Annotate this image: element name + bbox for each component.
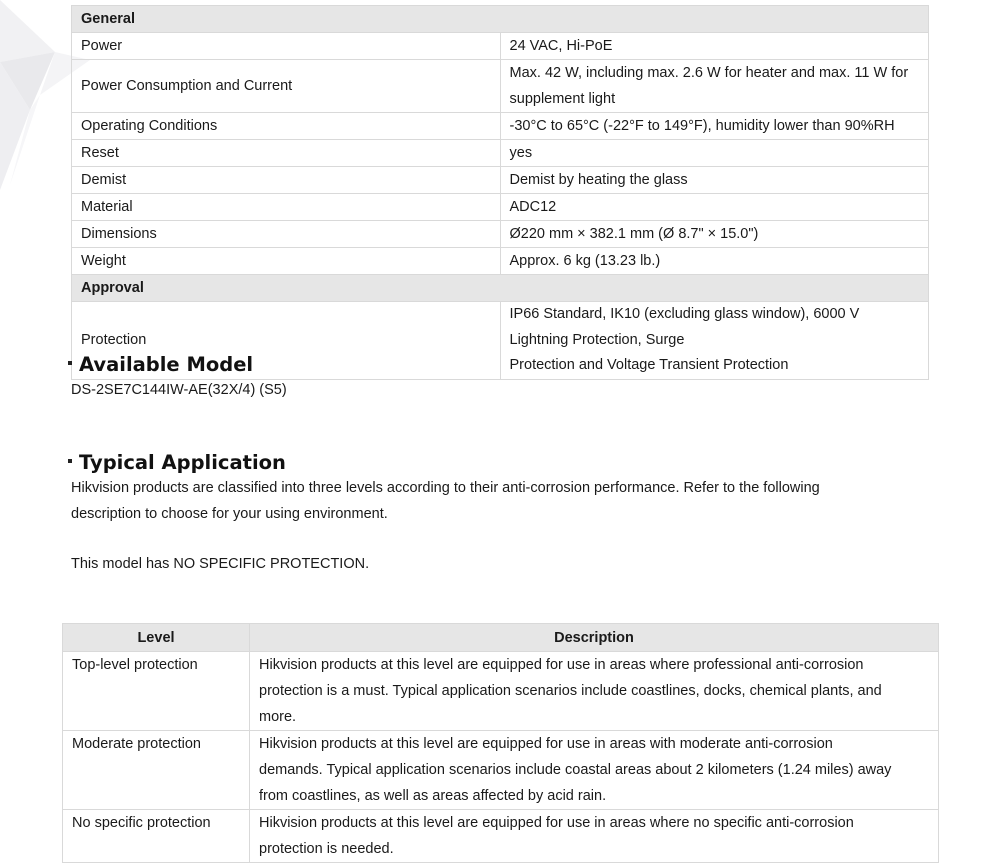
spec-row-reset bbox=[72, 140, 929, 167]
spec-value: Ø220 mm × 382.1 mm (Ø 8.7" × 15.0") bbox=[500, 221, 929, 248]
table-header-row bbox=[63, 624, 939, 652]
spec-label: Dimensions bbox=[72, 221, 501, 248]
table-row bbox=[63, 731, 939, 810]
available-model-heading bbox=[68, 353, 253, 376]
description-line: Hikvision products at this level are equipped for use in areas where professional anti-corrosion bbox=[259, 657, 864, 673]
spec-section-header bbox=[72, 6, 929, 33]
spec-value-line: IP66 Standard, IK10 (excluding glass window), 6000 V Lightning Protection, Surge bbox=[509, 306, 860, 348]
level-description bbox=[250, 731, 939, 810]
spec-row-power-consumption bbox=[72, 60, 929, 113]
table-row bbox=[63, 652, 939, 731]
spec-section-header bbox=[72, 275, 929, 302]
level-name: No specific protection bbox=[63, 810, 250, 863]
spec-value: 24 VAC, Hi-PoE bbox=[500, 33, 929, 60]
bullet-icon bbox=[68, 459, 72, 463]
typical-application-heading bbox=[68, 451, 286, 474]
spec-label: Weight bbox=[72, 248, 501, 275]
description-line: from coastlines, as well as areas affected by acid rain. bbox=[259, 788, 607, 804]
application-intro bbox=[71, 476, 820, 527]
spec-value: ADC12 bbox=[500, 194, 929, 221]
spec-row-power bbox=[72, 33, 929, 60]
description-line: Hikvision products at this level are equipped for use in areas where no specific anti-corrosion bbox=[259, 815, 854, 831]
intro-line: Hikvision products are classified into three levels according to their anti-corrosion performance. Refer to the following bbox=[71, 480, 820, 496]
spec-label: Protection bbox=[72, 302, 501, 380]
protection-note: This model has NO SPECIFIC PROTECTION. bbox=[71, 556, 370, 572]
intro-line: description to choose for your using environment. bbox=[71, 505, 388, 522]
column-header-level: Level bbox=[63, 624, 250, 652]
spec-label: Power bbox=[72, 33, 501, 60]
spec-value bbox=[500, 302, 929, 380]
spec-value: Demist by heating the glass bbox=[500, 167, 929, 194]
spec-row-demist bbox=[72, 167, 929, 194]
description-line: Hikvision products at this level are equipped for use in areas with moderate anti-corrosion bbox=[259, 736, 833, 752]
spec-value: -30°C to 65°C (-22°F to 149°F), humidity lower than 90%RH bbox=[500, 113, 929, 140]
spec-row-material bbox=[72, 194, 929, 221]
description-line: protection is needed. bbox=[259, 841, 394, 857]
spec-row-operating-conditions bbox=[72, 113, 929, 140]
protection-levels-table bbox=[62, 623, 939, 863]
spec-label: Power Consumption and Current bbox=[72, 60, 501, 113]
description-line: protection is a must. Typical application scenarios include coastlines, docks, chemical plants, and bbox=[259, 683, 882, 699]
spec-table bbox=[71, 5, 929, 380]
spec-value-line: Protection and Voltage Transient Protection bbox=[509, 357, 789, 373]
description-line: demands. Typical application scenarios include coastal areas about 2 kilometers (1.24 miles) away bbox=[259, 762, 892, 778]
spec-label: Demist bbox=[72, 167, 501, 194]
level-description bbox=[250, 652, 939, 731]
spec-value: Max. 42 W, including max. 2.6 W for heater and max. 11 W for supplement light bbox=[500, 60, 929, 113]
level-name: Top-level protection bbox=[63, 652, 250, 731]
spec-row-dimensions bbox=[72, 221, 929, 248]
section-title-general: General bbox=[72, 6, 929, 33]
spec-label: Operating Conditions bbox=[72, 113, 501, 140]
heading-text: Available Model bbox=[79, 353, 254, 376]
spec-label: Material bbox=[72, 194, 501, 221]
bullet-icon bbox=[68, 361, 72, 365]
heading-text: Typical Application bbox=[79, 451, 286, 474]
spec-value: yes bbox=[500, 140, 929, 167]
table-row bbox=[63, 810, 939, 863]
model-number: DS-2SE7C144IW-AE(32X/4) (S5) bbox=[71, 382, 287, 398]
description-line: more. bbox=[259, 709, 297, 725]
spec-label: Reset bbox=[72, 140, 501, 167]
section-title-approval: Approval bbox=[72, 275, 929, 302]
level-description bbox=[250, 810, 939, 863]
spec-value: Approx. 6 kg (13.23 lb.) bbox=[500, 248, 929, 275]
spec-row-weight bbox=[72, 248, 929, 275]
column-header-description: Description bbox=[250, 624, 939, 652]
level-name: Moderate protection bbox=[63, 731, 250, 810]
